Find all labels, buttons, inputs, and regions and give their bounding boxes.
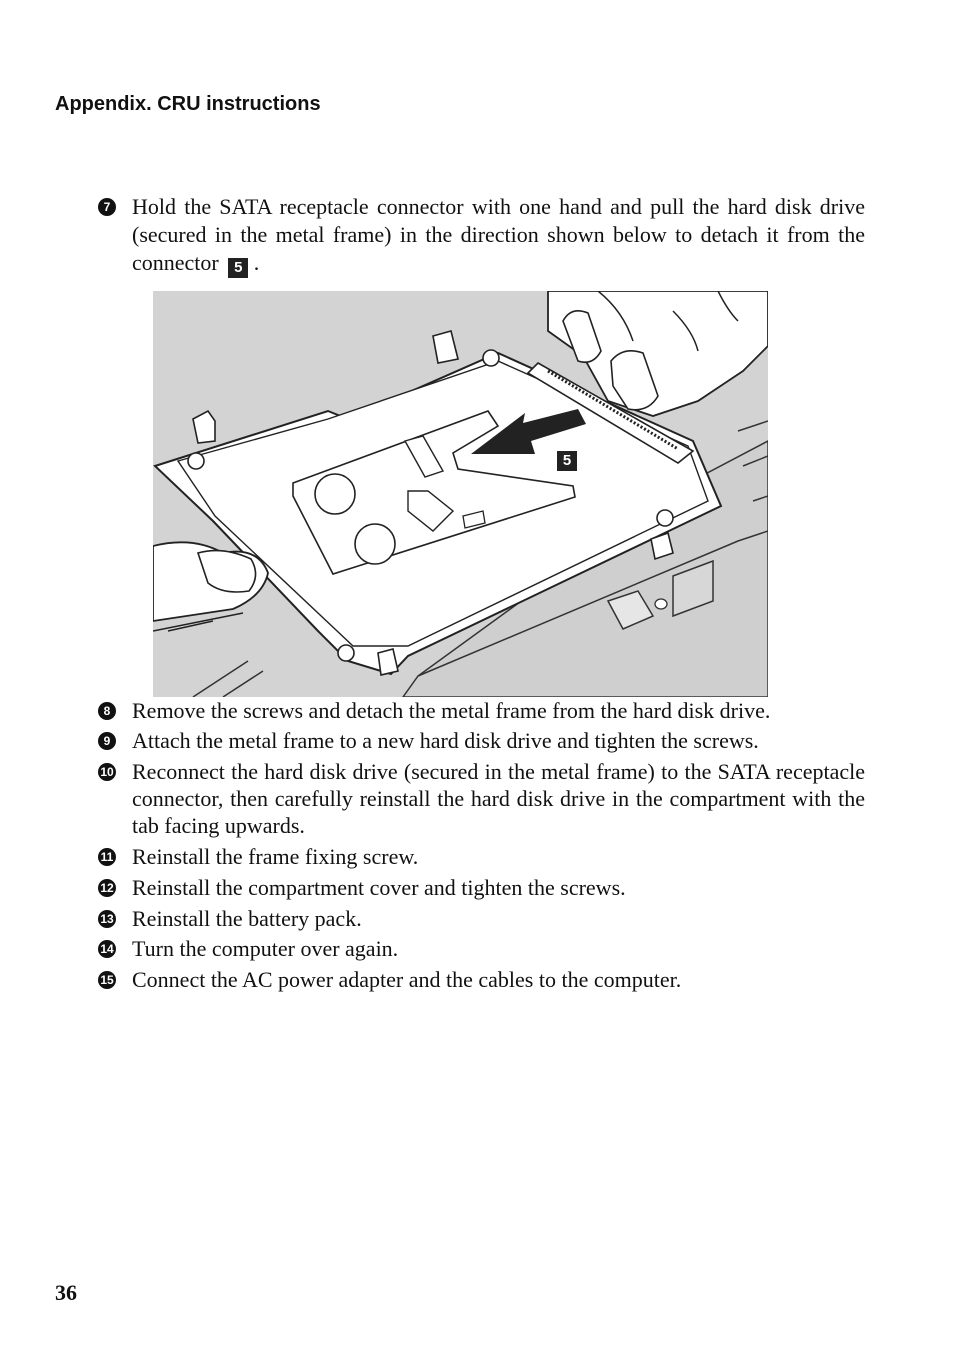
step-14 (98, 935, 865, 962)
step-text: Reinstall the battery pack. (132, 906, 362, 931)
hard-disk-removal-illustration (153, 291, 768, 697)
step-8 (98, 697, 865, 724)
step-10 (98, 758, 865, 839)
step-number-badge: 9 (98, 732, 116, 750)
step-7-suffix: . (253, 250, 260, 275)
step-number-badge: 7 (98, 198, 116, 216)
step-text (132, 193, 865, 278)
step-number-badge: 12 (98, 879, 116, 897)
step-text: Connect the AC power adapter and the cables to the computer. (132, 967, 682, 992)
step-number-badge: 11 (98, 848, 116, 866)
step-7-text: Hold the SATA receptacle connector with one hand and pull the hard disk drive (secured in the metal frame) in the direction shown below to detach it from the connector (132, 194, 865, 275)
step-number-badge: 13 (98, 910, 116, 928)
step-11 (98, 843, 865, 870)
step-number-badge: 14 (98, 940, 116, 958)
step-text: Attach the metal frame to a new hard disk drive and tighten the screws. (132, 728, 759, 753)
step-12 (98, 874, 865, 901)
step-15 (98, 966, 865, 993)
step-9 (98, 727, 865, 754)
figure-callout-marker: 5 (557, 451, 577, 471)
section-title: Appendix. CRU instructions (55, 93, 321, 115)
step-13 (98, 905, 865, 932)
step-text: Reconnect the hard disk drive (secured in the metal frame) to the SATA receptacle connector, then carefully reinstall the hard disk drive in the compartment with the tab facing upwards. (132, 759, 865, 838)
step-text: Reinstall the compartment cover and tighten the screws. (132, 875, 626, 900)
step-text: Turn the computer over again. (132, 936, 399, 961)
step-number-badge: 15 (98, 971, 116, 989)
step-number-badge: 8 (98, 702, 116, 720)
illustration-drawing (153, 291, 768, 697)
step-text: Reinstall the frame fixing screw. (132, 844, 419, 869)
step-number-badge: 10 (98, 763, 116, 781)
page-number: 36 (55, 1280, 77, 1305)
step-7 (98, 193, 865, 278)
step-text: Remove the screws and detach the metal frame from the hard disk drive. (132, 698, 771, 723)
callout-marker: 5 (228, 258, 248, 278)
